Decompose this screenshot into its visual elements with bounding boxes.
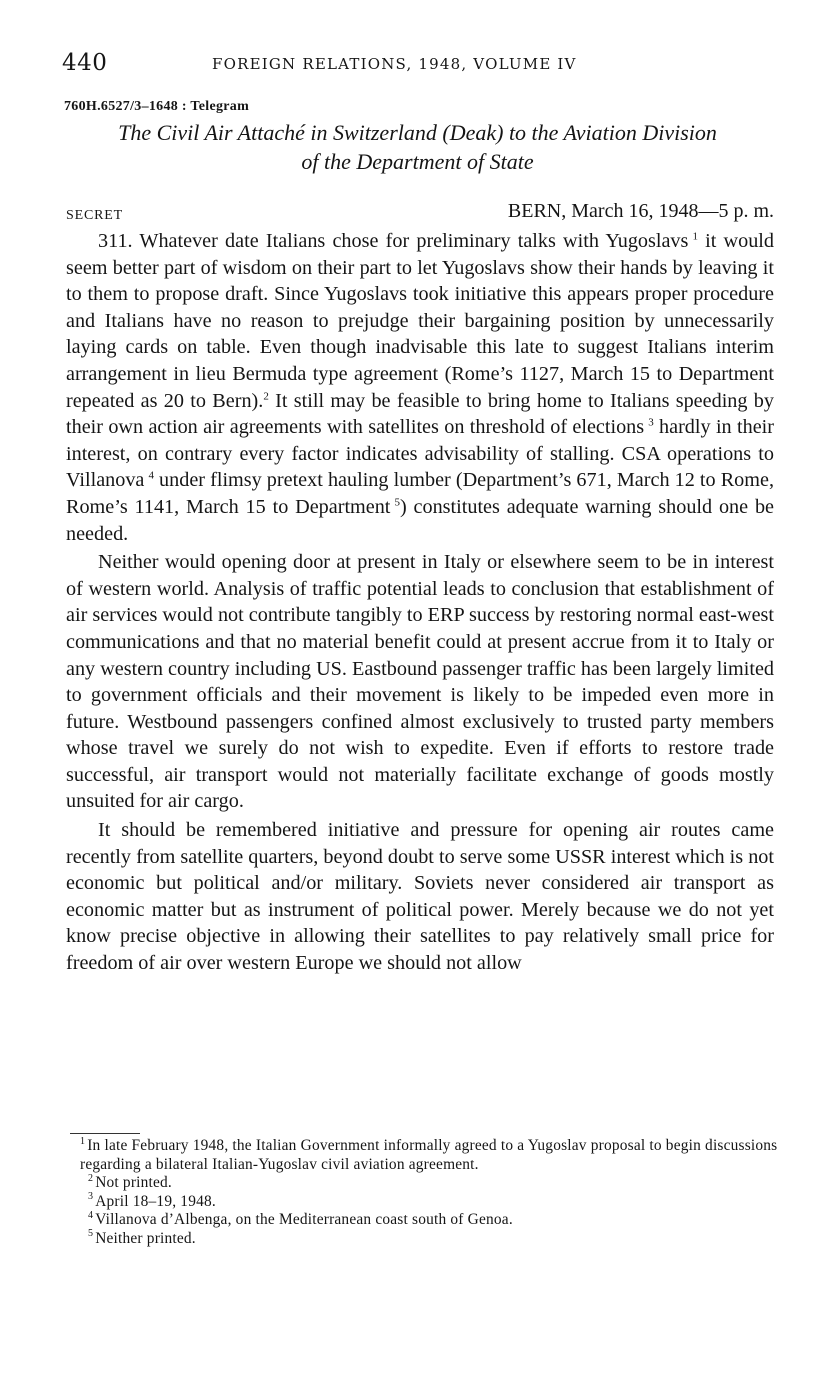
paragraph-1-text-f: ) constitutes adequate warning should one be needed. — [66, 495, 774, 545]
paragraph-1-text-e: under flimsy pretext hauling lumber (Department’s 671, March 12 to Rome, Rome’s 1141, March 15 to Department — [66, 469, 774, 518]
footnote-mark-5: 5 — [88, 1228, 94, 1240]
page-number: 440 — [62, 50, 108, 76]
telegram-body — [66, 228, 774, 977]
footnote-text-2: Not printed. — [95, 1174, 172, 1191]
running-head: FOREIGN RELATIONS, 1948, VOLUME IV — [212, 55, 577, 73]
footnote-ref-4: 4 — [148, 469, 154, 482]
footnote-ref-3: 3 — [648, 416, 654, 429]
footnote-4 — [80, 1211, 780, 1230]
title-line-1: The Civil Air Attaché in Switzerland (Deak) to the Aviation Division — [118, 120, 717, 145]
footnote-text-5: Neither printed. — [95, 1229, 196, 1247]
footnote-3 — [80, 1193, 780, 1212]
footnote-text-3: April 18–19, 1948. — [95, 1192, 216, 1210]
footnote-1 — [80, 1137, 780, 1174]
dateline: BERN, March 16, 1948—5 p. m. — [507, 200, 774, 222]
footnote-ref-1: 1 — [692, 230, 698, 243]
footnote-divider — [70, 1133, 140, 1134]
footnote-mark-3: 3 — [88, 1191, 94, 1203]
page-header — [62, 50, 772, 82]
footnote-text-1: In late February 1948, the Italian Government informally agreed to a Yugoslav proposal to begin discussions regarding a bilateral Italian-Yugoslav civil aviation agreement. — [80, 1137, 778, 1173]
paragraph-1-text-d: hardly in their interest, on contrary every factor indicates advisability of stalling. CSA operations to Villanova — [66, 416, 774, 492]
footnote-ref-2: 2 — [263, 389, 269, 402]
title-line-2: of the Department of State — [301, 149, 534, 174]
footnote-mark-1: 1 — [80, 1135, 86, 1147]
footnote-ref-5: 5 — [394, 496, 400, 509]
paragraph-1-text-c: It still may be feasible to bring home to Italians speeding by their own action air agreements with satellites on threshold of elections — [66, 389, 774, 439]
paragraph-1 — [66, 228, 774, 547]
document-id: 760H.6527/3–1648 : Telegram — [64, 99, 250, 114]
paragraph-1-text-b: it would seem better part of wisdom on their part to let Yugoslavs show their hands by leaving it to them to propose draft. Since Yugoslavs took initiative this appears proper procedure and Italians have no reason to prejudge their bargaining position by unnecessarily laying cards on table. Even though inadvisable this late to suggest Italians interim arrangement in lieu Bermuda type agreement (Rome’s 1127, March 15 to Department repeated as 20 to Bern). — [66, 230, 775, 412]
footnote-5 — [80, 1230, 780, 1249]
footnotes — [80, 1137, 780, 1248]
document-title — [60, 118, 775, 176]
paragraph-2: Neither would opening door at present in Italy or elsewhere seem to be in interest of western world. Analysis of traffic potential leads to conclusion that establishment of air services would not contribute tangibly to ERP success by restoring normal east-west communications and that no material benefit could at present accrue from it to Italy or any western country including US. Eastbound passenger traffic has been largely limited to government officials and their movement is likely to be impeded even more in future. Westbound passengers confined almost exclusively to trusted party members whose travel we surely do not wish to expedite. Even if efforts to restore trade successful, air transport would not materially facilitate exchange of goods mostly unsuited for air cargo. — [66, 551, 774, 813]
footnote-mark-2: 2 — [88, 1172, 94, 1184]
footnote-text-4: Villanova d’Albenga, on the Mediterranean coast south of Genoa. — [95, 1211, 513, 1228]
footnote-mark-4: 4 — [88, 1209, 94, 1221]
footnote-2 — [80, 1174, 780, 1193]
paragraph-3: It should be remembered initiative and pressure for opening air routes came recently from satellite quarters, beyond doubt to serve some USSR interest which is not economic but political and/or military. Soviets never considered air transport as economic matter but as instrument of political power. Merely because we do not yet know precise objective in allowing their satellites to pay relatively small price for freedom of air over western Europe we should not allow — [66, 819, 774, 975]
classification-label: SECRET — [66, 208, 123, 223]
paragraph-1-text-a: 311. Whatever date Italians chose for preliminary talks with Yugoslavs — [98, 230, 689, 252]
